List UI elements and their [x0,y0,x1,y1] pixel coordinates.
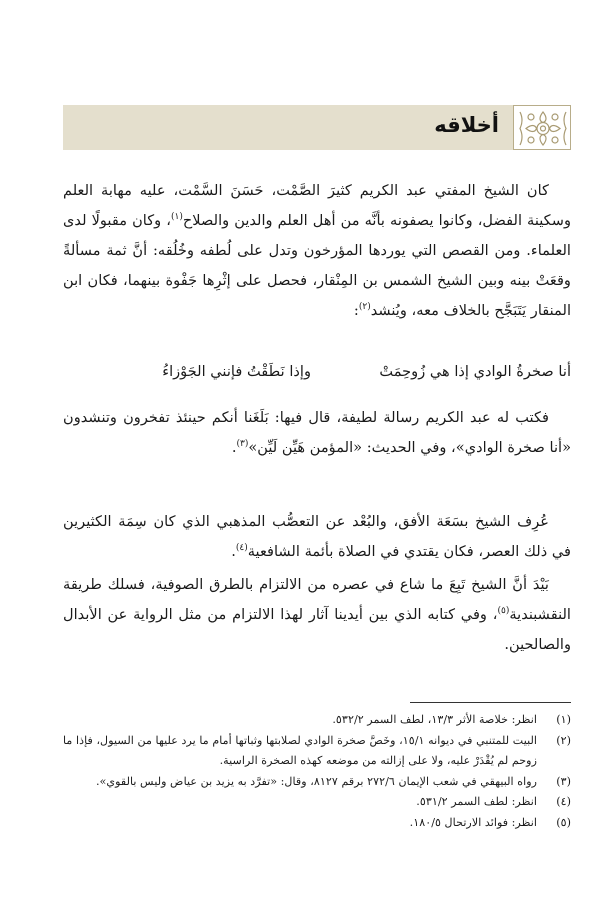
paragraph-3-end: . [231,543,236,560]
footnote-ref-4[interactable]: (٤) [235,543,248,554]
paragraph-1 [63,176,571,326]
footnote-ref-1[interactable]: (١) [170,212,183,223]
poetry-verse [63,357,571,387]
footnote-number: (٢) [556,733,571,747]
paragraph-1-continuation: ، وكان مقبولًا لدى العلماء. ومن القصص التي يوردها المؤرخون وتدل على لُطفه وخُلُقه: أنَّ ثمة مسألةً وقعَتْ بينه وبين الشيخ الشمس بن المِنْقار، فحصل على إثْرِها جَفْوة بينهما، فكان ابن المنقار يَتَبَجَّح بالخلاف معه، ويُنشد [63,212,571,319]
footnote-5 [63,813,571,834]
paragraph-4-end: ، وفي كتابه الذي بين أيدينا آثار لهذا الالتزام من مثل الرواية عن الأبدال والصالحين. [63,606,571,653]
footnote-1 [63,710,571,731]
footnote-number: (١) [556,713,571,726]
footnote-3 [63,772,571,793]
paragraph-2 [63,403,571,463]
footnote-number: (٤) [556,795,571,808]
paragraph-2-text: فكتب له عبد الكريم رسالة لطيفة، قال فيها: بَلَغَنا أنكم حينئذ تفخرون وتنشدون «أنا صخرة الوادي»، وفي الحديث: «المؤمن هَيِّن لَيِّن» [63,409,571,456]
paragraph-4-text: بَيْدَ أنَّ الشيخ تَبِعَ ما شاع في عصره من الالتزام بالطرق الصوفية، فسلك طريقة النقشبندية [63,576,571,623]
footnote-text: رواه البيهقي في شعب الإيمان ٢٧٢/٦ برقم ٨١٢٧، وقال: «تفرَّد به يزيد بن عياض وليس بالقوي». [95,774,537,788]
verse-first-hemistich: أنا صخرةُ الوادي إذا هي زُوحِمَتْ [379,363,571,380]
footnote-separator [410,702,571,703]
footnote-2 [63,731,571,772]
footnote-text: انظر: فوائد الارتحال ١٨٠/٥. [409,815,537,829]
footnotes [63,710,571,833]
footnote-ref-5[interactable]: (٥) [497,606,510,617]
paragraph-2-end: . [231,439,237,456]
paragraph-1-end: : [353,302,359,319]
footnote-ref-3[interactable]: (٣) [236,439,249,450]
footnote-number: (٥) [556,815,571,829]
section-header [63,105,571,150]
footnote-text: البيت للمتنبي في ديوانه ١٥/١، وخَصَّ صخرة الوادي لصلابتها وثباتها أمام ما يرد عليها من السيول، فإذا ما زوحم لم يُقْدَرْ عليه، ولا على إزالته من موضعه كهذه الصخرة الراسية. [63,733,537,767]
footnote-text: انظر: خلاصة الأثر ١٣/٣، لطف السمر ٥٣٢/٢. [332,713,537,726]
paragraph-3-text: عُرِف الشيخ بسَعَة الأفق، والبُعْد عن التعصُّب المذهبي الذي كان سِمَة الكثيرين في ذلك العصر، فكان يقتدي في الصلاة بأئمة الشافعية [63,513,571,560]
footnote-number: (٣) [556,774,571,788]
section-title: أخلاقه [434,113,499,137]
floral-ornament-icon [513,105,571,150]
footnote-text: انظر: لطف السمر ٥٣١/٢. [416,795,537,808]
paragraph-1-text: كان الشيخ المفتي عبد الكريم كثيرَ الصَّمْت، حَسَنَ السَّمْت، عليه مهابة العلم وسكينة الفضل، وكانوا يصفونه بأنَّه من أهل العلم والدين والصلاح [63,182,572,229]
footnote-ref-2[interactable]: (٢) [358,302,371,313]
verse-second-hemistich: وإذا نَطَقْتُ فإنني الجَوْزاءُ [162,363,311,380]
footnote-4 [63,792,571,813]
paragraph-3 [63,507,571,567]
paragraph-4 [63,570,571,660]
